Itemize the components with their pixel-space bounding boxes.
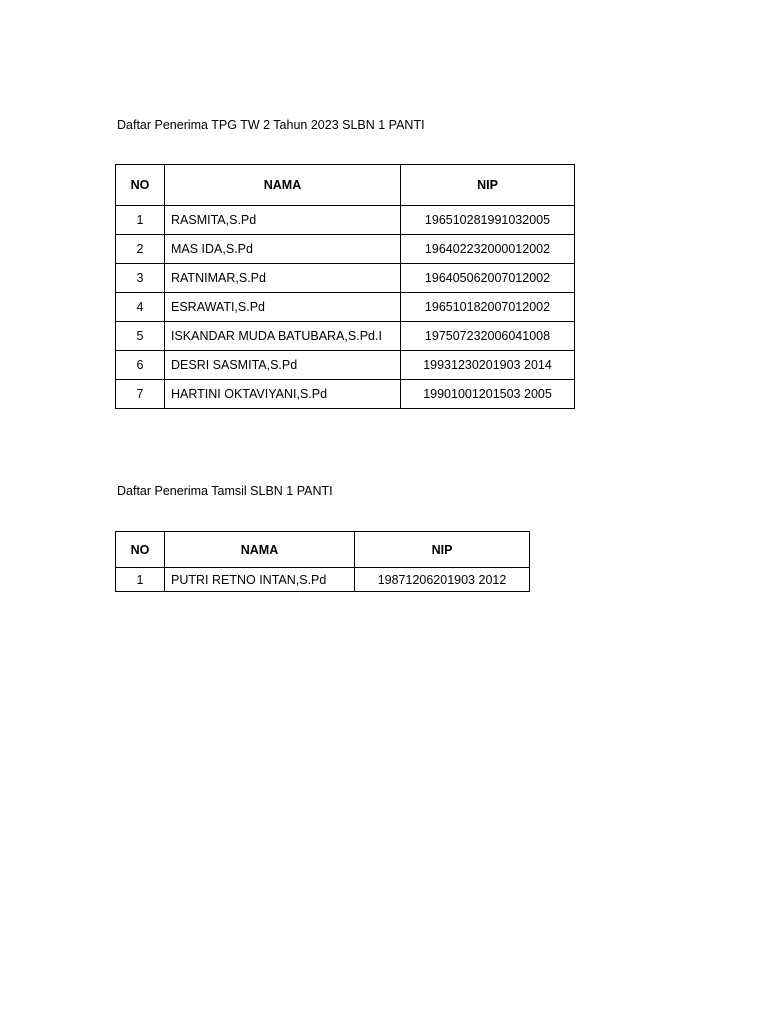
cell-no: 1 <box>116 568 165 592</box>
cell-nama: RASMITA,S.Pd <box>165 206 401 235</box>
cell-nama: PUTRI RETNO INTAN,S.Pd <box>165 568 355 592</box>
tpg-list-title: Daftar Penerima TPG TW 2 Tahun 2023 SLBN 1 PANTI <box>117 118 425 132</box>
cell-no: 6 <box>116 351 165 380</box>
table-row <box>116 293 575 322</box>
cell-nip: 196510182007012002 <box>401 293 575 322</box>
column-header-nip: NIP <box>355 532 530 568</box>
tamsil-recipients-table <box>115 531 530 592</box>
table-row <box>116 351 575 380</box>
table-header-row <box>116 165 575 206</box>
cell-nama: RATNIMAR,S.Pd <box>165 264 401 293</box>
table-row <box>116 264 575 293</box>
column-header-no: NO <box>116 165 165 206</box>
table-row <box>116 568 530 592</box>
cell-no: 5 <box>116 322 165 351</box>
tpg-recipients-table <box>115 164 575 409</box>
cell-no: 3 <box>116 264 165 293</box>
cell-nama: ESRAWATI,S.Pd <box>165 293 401 322</box>
table-row <box>116 322 575 351</box>
cell-nip: 19931230201903 2014 <box>401 351 575 380</box>
cell-nama: HARTINI OKTAVIYANI,S.Pd <box>165 380 401 409</box>
column-header-nama: NAMA <box>165 165 401 206</box>
cell-no: 1 <box>116 206 165 235</box>
cell-no: 4 <box>116 293 165 322</box>
cell-nip: 196405062007012002 <box>401 264 575 293</box>
cell-nip: 196402232000012002 <box>401 235 575 264</box>
cell-no: 2 <box>116 235 165 264</box>
table-row <box>116 380 575 409</box>
cell-nip: 19901001201503 2005 <box>401 380 575 409</box>
cell-nama: ISKANDAR MUDA BATUBARA,S.Pd.I <box>165 322 401 351</box>
tamsil-list-title: Daftar Penerima Tamsil SLBN 1 PANTI <box>117 484 333 498</box>
column-header-nip: NIP <box>401 165 575 206</box>
table-row <box>116 206 575 235</box>
cell-nip: 196510281991032005 <box>401 206 575 235</box>
column-header-no: NO <box>116 532 165 568</box>
table-header-row <box>116 532 530 568</box>
cell-no: 7 <box>116 380 165 409</box>
cell-nama: DESRI SASMITA,S.Pd <box>165 351 401 380</box>
cell-nip: 197507232006041008 <box>401 322 575 351</box>
table-row <box>116 235 575 264</box>
column-header-nama: NAMA <box>165 532 355 568</box>
cell-nip: 19871206201903 2012 <box>355 568 530 592</box>
cell-nama: MAS IDA,S.Pd <box>165 235 401 264</box>
